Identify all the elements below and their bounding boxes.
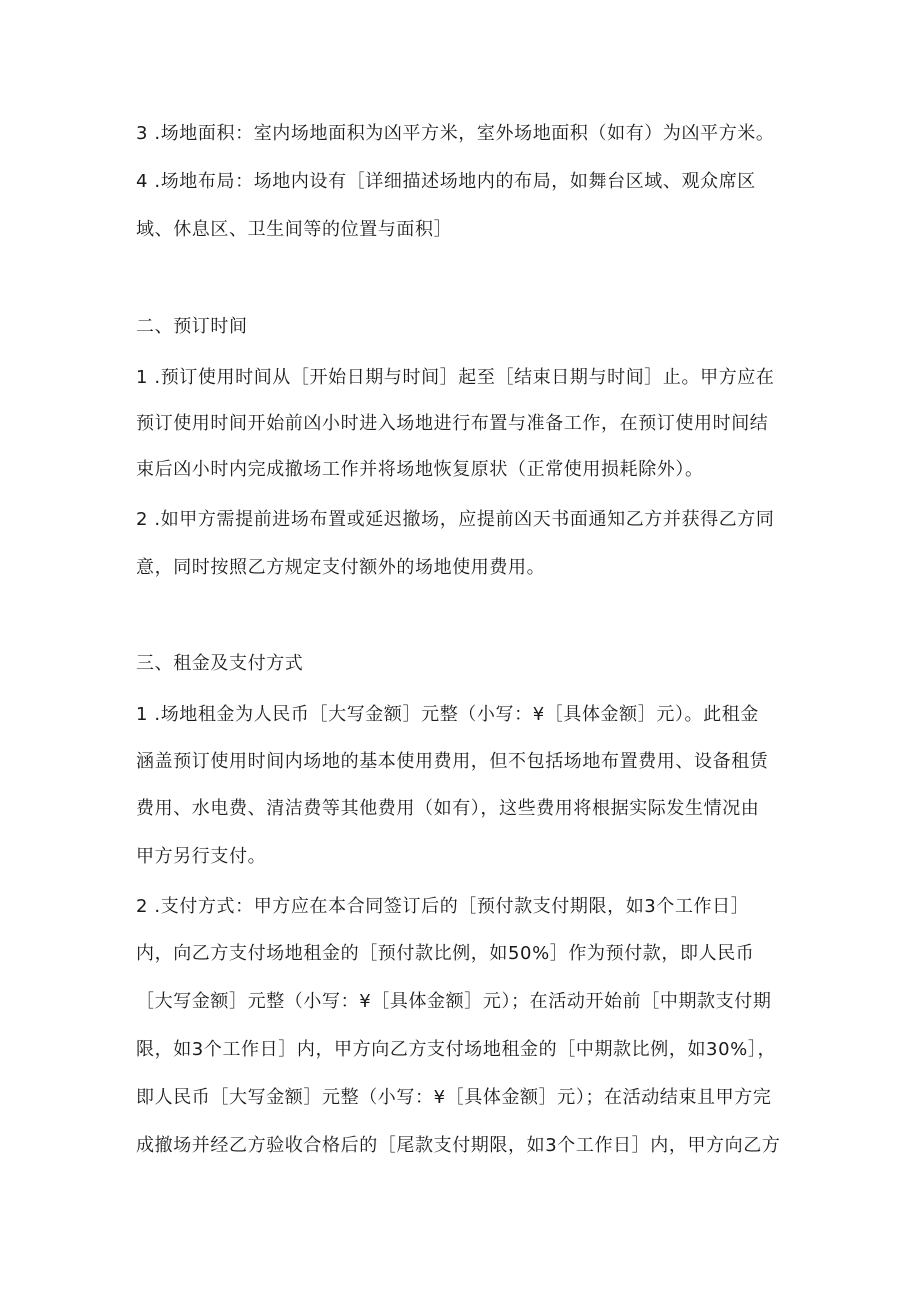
rent-item-1-cont-3: 甲方另行支付。 (136, 846, 267, 867)
rent-item-2-cont-4: 即人民币［大写金额］元整（小写：¥［具体金额］元）；在活动结束且甲方完 (136, 1087, 772, 1108)
section-heading-booking-time: 二、预订时间 (136, 316, 248, 337)
rent-item-1: 1 .场地租金为人民币［大写金额］元整（小写：¥［具体金额］元）。此租金 (136, 704, 759, 725)
booking-item-2: 2 .如甲方需提前进场布置或延迟撤场，应提前凶天书面通知乙方并获得乙方同 (136, 509, 775, 530)
rent-item-2-cont-1: 内，向乙方支付场地租金的［预付款比例，如50%］作为预付款，即人民币 (136, 943, 755, 964)
rent-item-1-cont-1: 涵盖预订使用时间内场地的基本使用费用，但不包括场地布置费用、设备租赁 (136, 751, 769, 772)
booking-item-1-cont-1: 预订使用时间开始前凶小时进入场地进行布置与准备工作，在预订使用时间结 (136, 413, 769, 434)
rent-item-2-cont-5: 成撤场并经乙方验收合格后的［尾款支付期限，如3个工作日］内，甲方向乙方 (136, 1135, 781, 1156)
section-heading-rent-payment: 三、租金及支付方式 (136, 653, 304, 674)
rent-item-1-cont-2: 费用、水电费、清洁费等其他费用（如有），这些费用将根据实际发生情况由 (136, 798, 760, 819)
booking-item-1: 1 .预订使用时间从［开始日期与时间］起至［结束日期与时间］止。甲方应在 (136, 367, 775, 388)
item-4-layout: 4 .场地布局：场地内设有［详细描述场地内的布局，如舞台区域、观众席区 (136, 171, 756, 192)
rent-item-2: 2 .支付方式：甲方应在本合同签订后的［预付款支付期限，如3个工作日］ (136, 896, 750, 917)
rent-item-2-cont-3: 限，如3个工作日］内，甲方向乙方支付场地租金的［中期款比例，如30%］， (136, 1039, 777, 1060)
item-4-layout-cont: 域、休息区、卫生间等的位置与面积］ (136, 219, 453, 240)
rent-item-2-cont-2: ［大写金额］元整（小写：¥［具体金额］元）；在活动开始前［中期款支付期 (136, 991, 772, 1012)
booking-item-1-cont-2: 束后凶小时内完成撤场工作并将场地恢复原状（正常使用损耗除外）。 (136, 459, 704, 480)
booking-item-2-cont: 意，同时按照乙方规定支付额外的场地使用费用。 (136, 557, 546, 578)
item-3-area: 3 .场地面积：室内场地面积为凶平方米，室外场地面积（如有）为凶平方米。 (136, 123, 775, 144)
